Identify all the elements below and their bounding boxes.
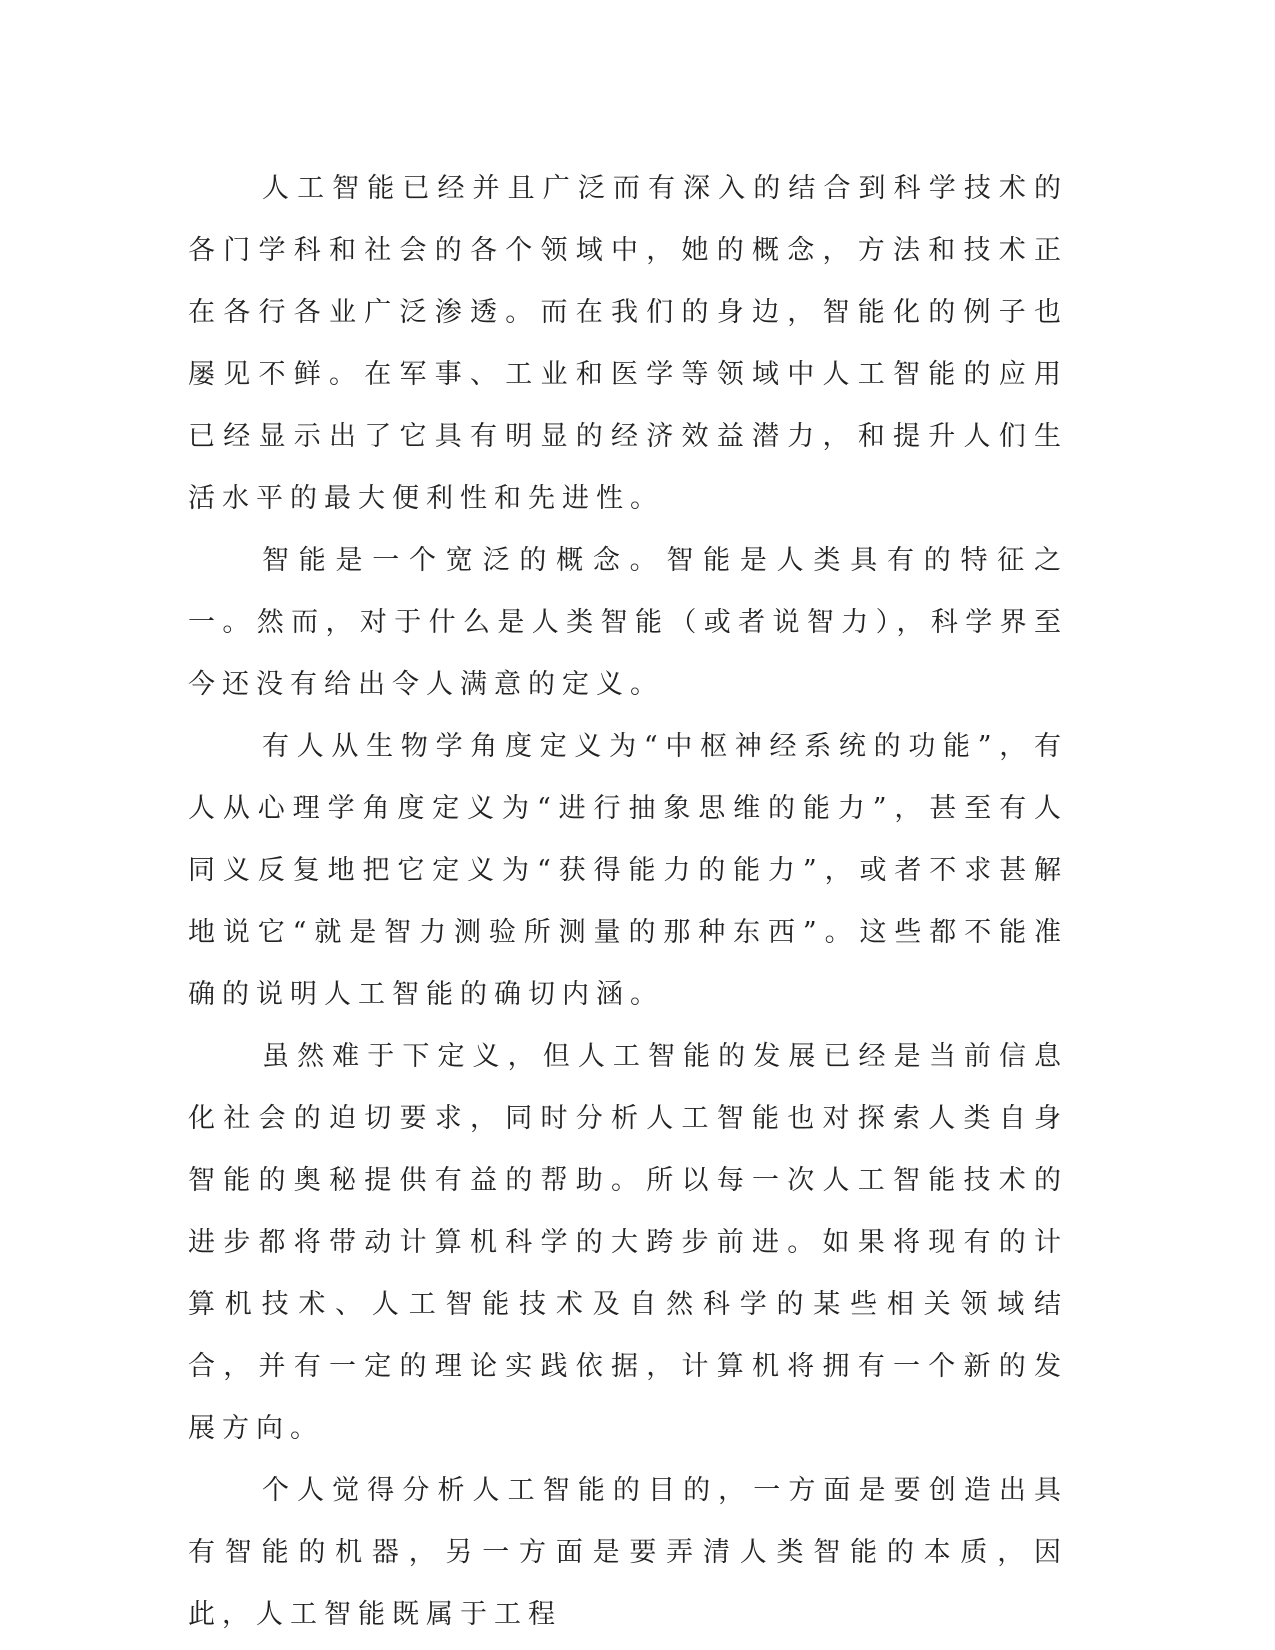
document-body — [188, 158, 1068, 1646]
paragraph-2: 智能是一个宽泛的概念。智能是人类具有的特征之一。然而，对于什么是人类智能（或者说智力），科学界至今还没有给出令人满意的定义。 — [188, 545, 1068, 700]
paragraph-4: 虽然难于下定义，但人工智能的发展已经是当前信息化社会的迫切要求，同时分析人工智能也对探索人类自身智能的奥秘提供有益的帮助。所以每一次人工智能技术的进步都将带动计算机科学的大跨步前进。如果将现有的计算机技术、人工智能技术及自然科学的某些相关领域结合，并有一定的理论实践依据，计算机将拥有一个新的发展方向。 — [188, 1041, 1068, 1444]
paragraph-3: 有人从生物学角度定义为“中枢神经系统的功能”，有人从心理学角度定义为“进行抽象思维的能力”，甚至有人同义反复地把它定义为“获得能力的能力”，或者不求甚解地说它“就是智力测验所测量的那种东西”。这些都不能准确的说明人工智能的确切内涵。 — [188, 731, 1068, 1010]
paragraph-1: 人工智能已经并且广泛而有深入的结合到科学技术的各门学科和社会的各个领域中，她的概念，方法和技术正在各行各业广泛渗透。而在我们的身边，智能化的例子也屡见不鲜。在军事、工业和医学等领域中人工智能的应用已经显示出了它具有明显的经济效益潜力，和提升人们生活水平的最大便利性和先进性。 — [188, 173, 1068, 514]
paragraph-5: 个人觉得分析人工智能的目的，一方面是要创造出具有智能的机器，另一方面是要弄清人类智能的本质，因此，人工智能既属于工程 — [188, 1475, 1068, 1630]
